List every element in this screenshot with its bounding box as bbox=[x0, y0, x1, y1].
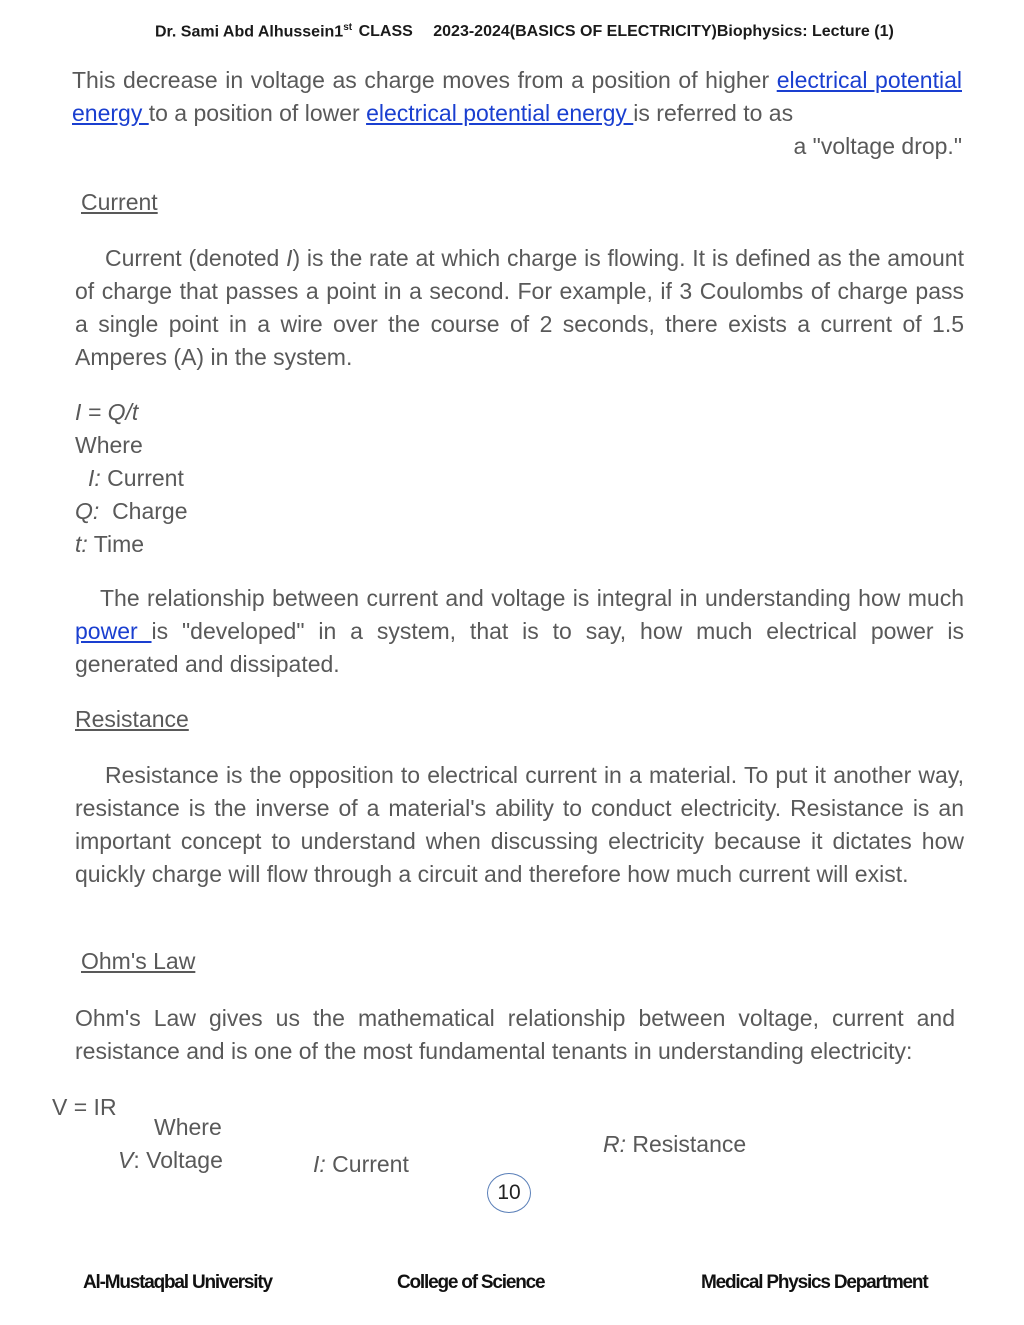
current-text-a: Current (denoted bbox=[105, 245, 287, 271]
footer-university: Al-Mustaqbal University bbox=[83, 1272, 272, 1293]
power-paragraph bbox=[75, 582, 964, 681]
ohms-paragraph: Ohm's Law gives us the mathematical relationship between voltage, current and resistance and is one of the most fundamental tenants in understanding electricity: bbox=[75, 1005, 955, 1064]
footer-college: College of Science bbox=[397, 1272, 545, 1293]
ohms-def-current bbox=[313, 1151, 409, 1178]
power-text-1: The relationship between current and voltage is integral in understanding how much bbox=[100, 585, 964, 611]
ohms-def-resistance bbox=[603, 1131, 746, 1158]
ohms-voltage-symbol: V bbox=[118, 1147, 134, 1173]
intro-text-3: is referred to as bbox=[633, 100, 794, 126]
current-text-b: ) is the rate at which charge is flowing. It is defined as the amount of charge that passes a point in a second. For example, if 3 Coulombs of charge pass a single point in a wire over the course of 2 seconds, there exists a current of 1.5 Amperes (A) in the system. bbox=[75, 245, 964, 370]
current-symbol: I bbox=[286, 245, 293, 271]
def-charge-symbol: Q: bbox=[75, 498, 100, 524]
def-time-text: Time bbox=[93, 531, 145, 557]
intro-paragraph bbox=[72, 64, 962, 163]
header-class-word: CLASS bbox=[358, 23, 413, 41]
header-class-sup: st bbox=[343, 22, 353, 33]
resistance-paragraph bbox=[75, 759, 964, 891]
ohms-resistance-text: Resistance bbox=[626, 1131, 747, 1157]
header-course: 2023-2024(BASICS OF ELECTRICITY)Biophysics: Lecture (1) bbox=[433, 23, 894, 41]
power-text-2: is "developed" in a system, that is to say, how much electrical power is generated and dissipated. bbox=[75, 618, 964, 677]
resistance-heading: Resistance bbox=[75, 706, 189, 732]
header-class-num: 1 bbox=[334, 23, 344, 41]
current-where: Where bbox=[75, 432, 143, 458]
intro-text-1: This decrease in voltage as charge moves from a position of higher bbox=[72, 67, 777, 93]
link-power[interactable]: power bbox=[75, 618, 152, 644]
def-charge bbox=[75, 498, 188, 525]
def-time-symbol: t: bbox=[75, 531, 88, 557]
def-current bbox=[88, 465, 184, 492]
current-formula: I = Q/t bbox=[75, 399, 139, 425]
current-paragraph bbox=[75, 242, 964, 374]
ohms-formula: V = IR bbox=[52, 1094, 117, 1120]
page-header bbox=[155, 22, 970, 41]
ohms-current-text: Current bbox=[325, 1151, 409, 1177]
def-current-text: Current bbox=[107, 465, 184, 491]
def-current-symbol: I: bbox=[88, 465, 101, 491]
page-number: 10 bbox=[487, 1173, 531, 1213]
link-electrical-potential-energy-2[interactable]: electrical potential energy bbox=[366, 100, 634, 126]
current-heading: Current bbox=[81, 189, 158, 215]
ohms-resistance-symbol: R: bbox=[603, 1131, 626, 1157]
ohms-law-heading: Ohm's Law bbox=[81, 948, 196, 974]
def-charge-text: Charge bbox=[112, 498, 188, 524]
link-electrical-potential-energy-1[interactable]: electrical potential energy bbox=[72, 67, 962, 126]
footer-department: Medical Physics Department bbox=[701, 1272, 928, 1293]
ohms-where: Where bbox=[154, 1114, 222, 1140]
header-author: Dr. Sami Abd Alhussein bbox=[155, 23, 335, 41]
def-time bbox=[75, 531, 144, 558]
ohms-def-voltage bbox=[118, 1147, 223, 1174]
intro-last-line: a "voltage drop." bbox=[793, 133, 962, 159]
ohms-current-symbol: I: bbox=[313, 1151, 326, 1177]
resistance-text: Resistance is the opposition to electrical current in a material. To put it another way, resistance is the inverse of a material's ability to conduct electricity. Resistance is an important concept to understand when discussing electricity because it dictates how quickly charge will flow through a circuit and therefore how much current will exist. bbox=[75, 762, 964, 887]
ohms-voltage-text: : Voltage bbox=[133, 1147, 223, 1173]
intro-text-2: to a position of lower bbox=[148, 100, 367, 126]
